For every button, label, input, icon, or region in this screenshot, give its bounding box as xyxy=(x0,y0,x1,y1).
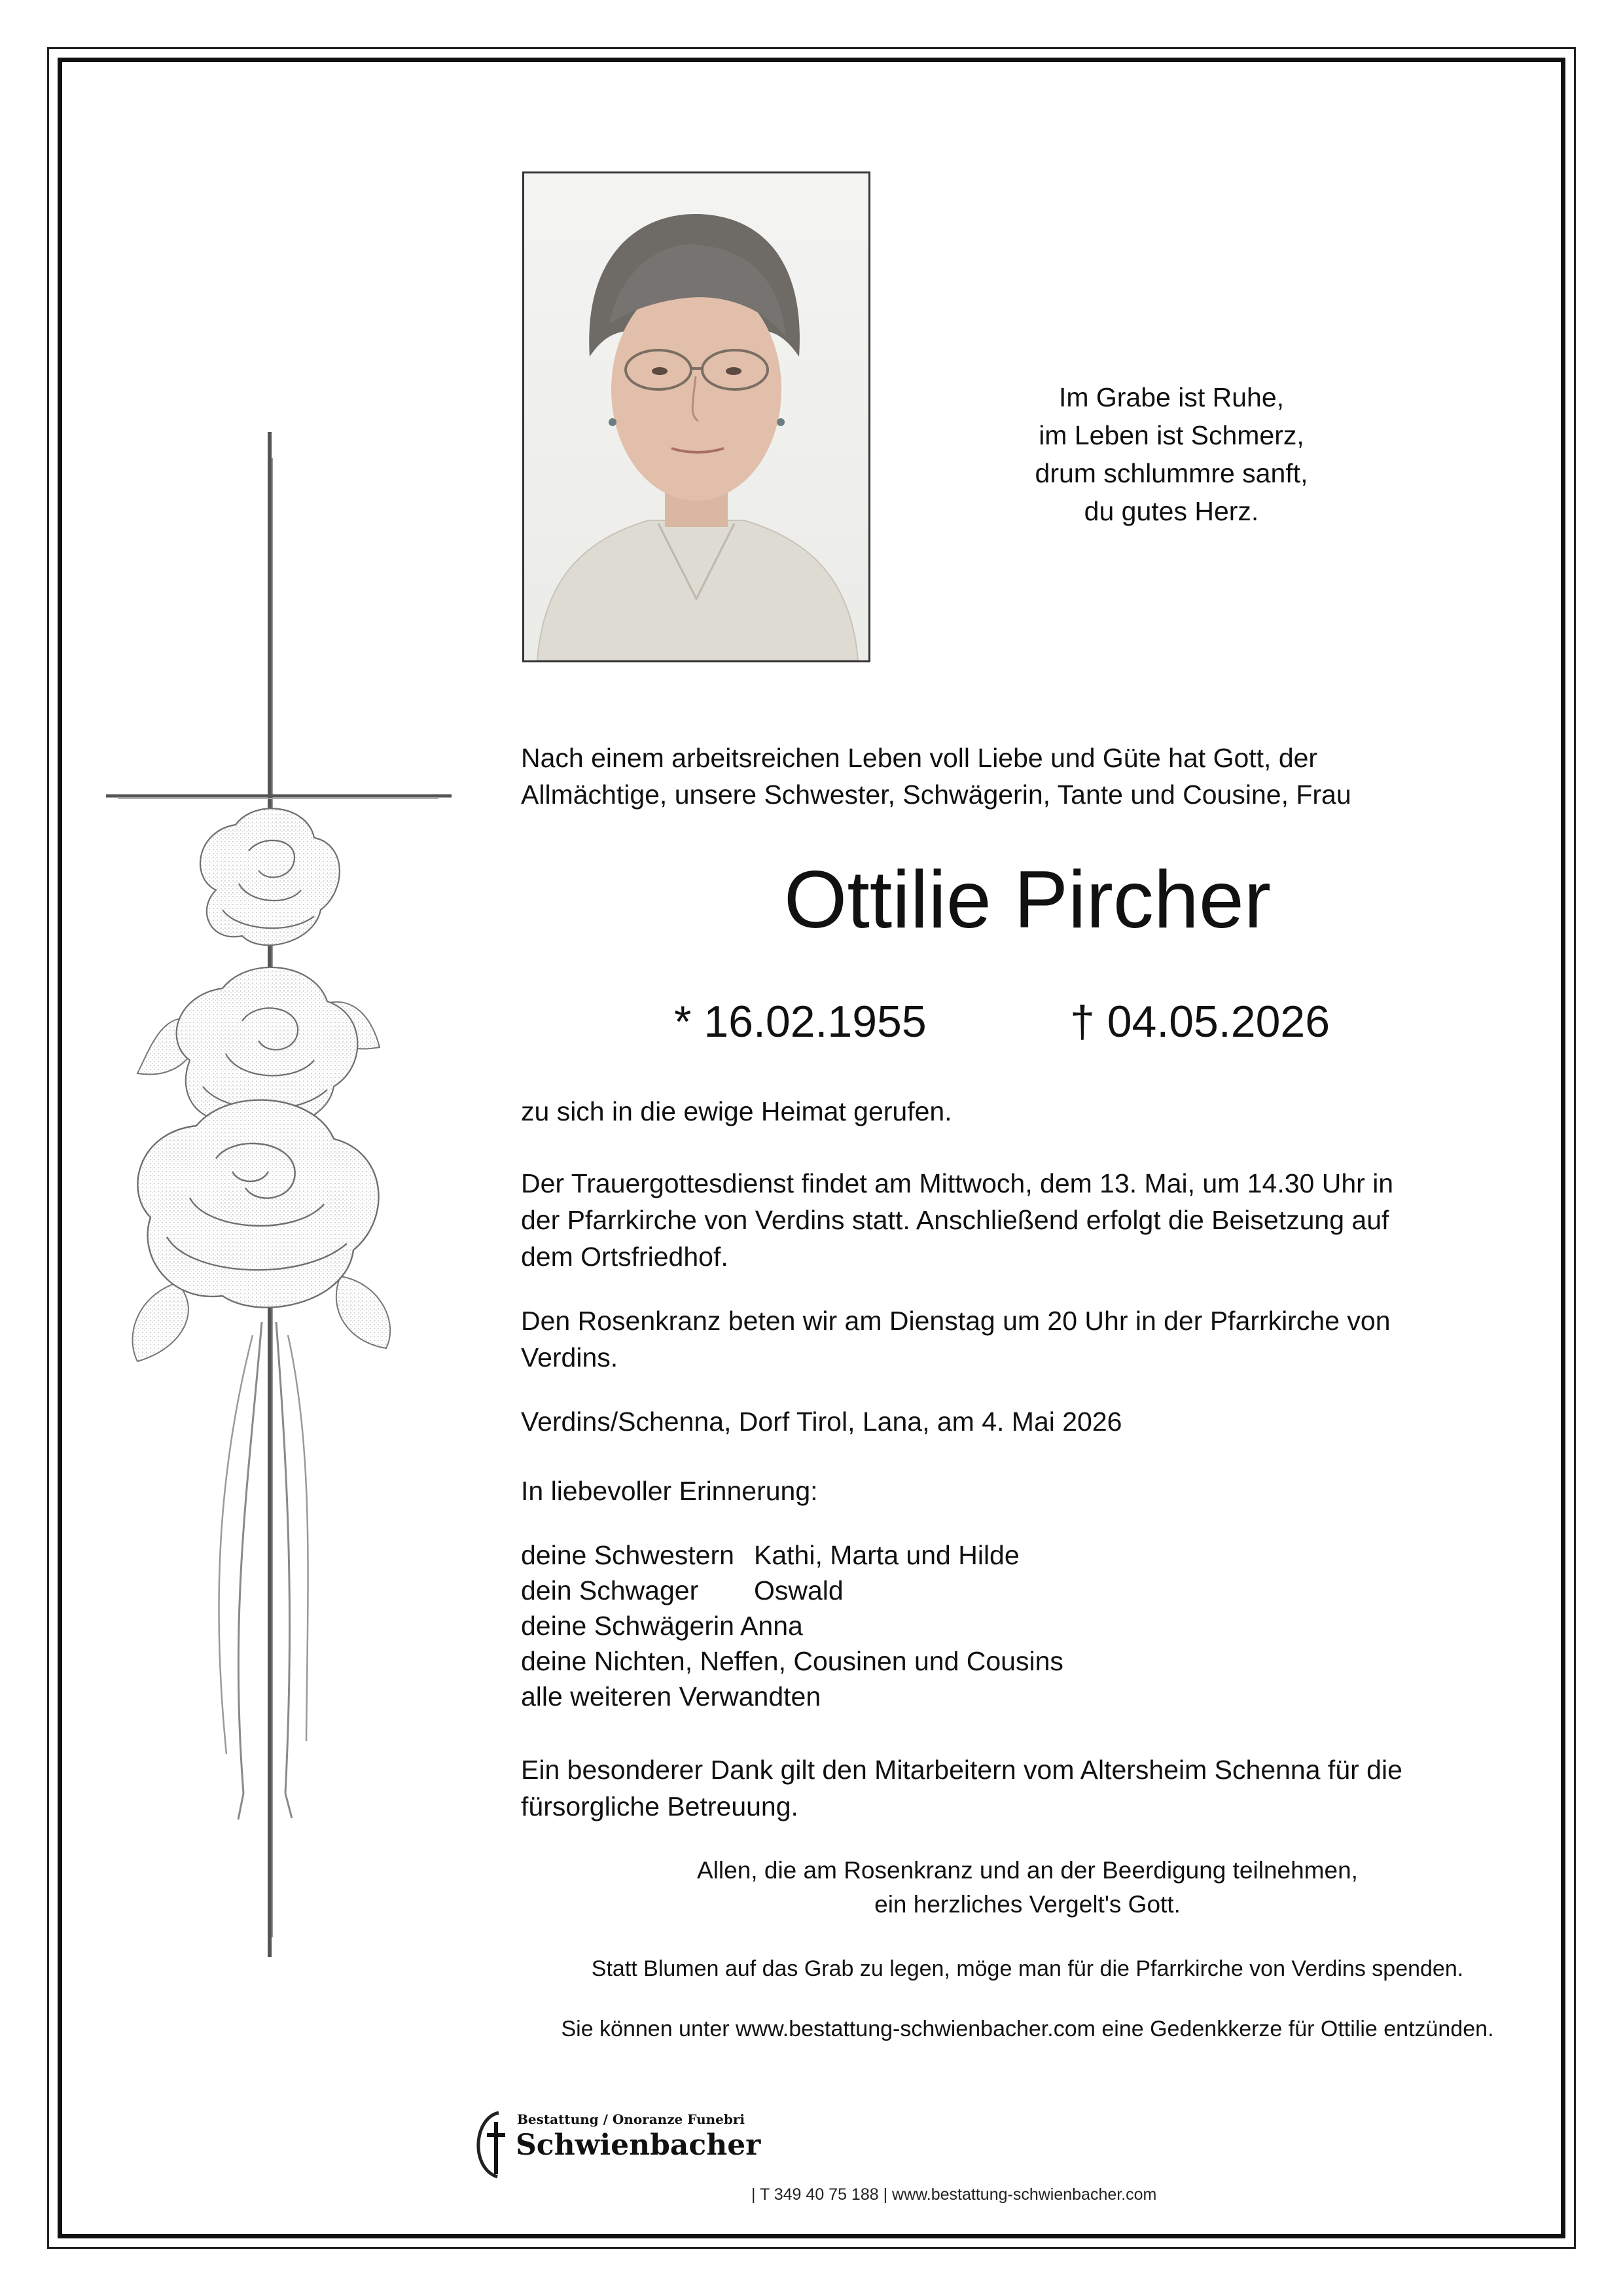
funeral-home-contact: | T 349 40 75 188 | www.bestattung-schwienbacher.com xyxy=(751,2185,1157,2204)
deceased-name: Ottilie Pircher xyxy=(783,855,1272,945)
relative-names: Kathi, Marta und Hilde xyxy=(754,1540,1020,1570)
death-date: † 04.05.2026 xyxy=(1070,997,1330,1047)
thanks-line: fürsorgliche Betreuung. xyxy=(521,1791,798,1821)
candle-note xyxy=(524,2012,1531,2046)
relative-label: deine Schwestern xyxy=(521,1540,734,1570)
vergelts-line: ein herzliches Vergelt's Gott. xyxy=(874,1891,1181,1918)
service-line: Der Trauergottesdienst findet am Mittwoch, dem 13. Mai, um 14.30 Uhr in xyxy=(521,1168,1394,1198)
place-date xyxy=(521,1403,1122,1440)
vergelts-line: Allen, die am Rosenkranz und an der Beerdigung teilnehmen, xyxy=(697,1857,1358,1884)
remembrance-heading xyxy=(521,1473,818,1509)
candle-note-line: Sie können unter www.bestattung-schwienbacher.com eine Gedenkkerze für Ottilie entzünden. xyxy=(561,2017,1494,2041)
funeral-home-subtitle: Bestattung / Onoranze Funebri xyxy=(517,2111,745,2127)
rosary-line: Den Rosenkranz beten wir am Dienstag um 20 Uhr in der Pfarrkirche von xyxy=(521,1306,1391,1336)
rosary-paragraph xyxy=(521,1302,1391,1376)
intro-paragraph xyxy=(521,740,1351,813)
portrait-photo xyxy=(522,171,870,662)
called-home-line: zu sich in die ewige Heimat gerufen. xyxy=(521,1096,952,1126)
verse-line: du gutes Herz. xyxy=(1084,496,1259,526)
relative-label: dein Schwager xyxy=(521,1575,699,1605)
cross-logo-icon xyxy=(467,2109,513,2181)
intro-line: Nach einem arbeitsreichen Leben voll Liebe und Güte hat Gott, der xyxy=(521,743,1318,773)
flowers-note xyxy=(524,1952,1531,1986)
intro-line: Allmächtige, unsere Schwester, Schwägerin, Tante und Cousine, Frau xyxy=(521,780,1351,810)
relative-label: alle weiteren Verwandten xyxy=(521,1681,821,1712)
cross-with-roses-illustration xyxy=(98,432,465,2003)
service-paragraph xyxy=(521,1165,1393,1275)
service-line: dem Ortsfriedhof. xyxy=(521,1242,728,1272)
portrait-illustration xyxy=(524,173,868,660)
flowers-note-line: Statt Blumen auf das Grab zu legen, möge man für die Pfarrkirche von Verdins spenden. xyxy=(591,1956,1464,1981)
funeral-home-name: Schwienbacher xyxy=(516,2128,761,2162)
remembrance-heading-line: In liebevoller Erinnerung: xyxy=(521,1476,818,1506)
thanks-line: Ein besonderer Dank gilt den Mitarbeitern vom Altersheim Schenna für die xyxy=(521,1755,1402,1785)
relative-label: deine Schwägerin Anna xyxy=(521,1611,803,1641)
memorial-verse xyxy=(942,378,1400,530)
verse-line: drum schlummre sanft, xyxy=(1035,458,1308,488)
relative-label: deine Nichten, Neffen, Cousinen und Cousins xyxy=(521,1646,1063,1676)
relative-names: Oswald xyxy=(754,1575,844,1605)
birth-date: * 16.02.1955 xyxy=(674,997,927,1047)
rosary-line: Verdins. xyxy=(521,1342,618,1372)
thanks-paragraph xyxy=(521,1751,1402,1825)
verse-line: im Leben ist Schmerz, xyxy=(1039,420,1304,450)
place-date-line: Verdins/Schenna, Dorf Tirol, Lana, am 4. Mai 2026 xyxy=(521,1407,1122,1437)
verse-line: Im Grabe ist Ruhe, xyxy=(1058,382,1285,412)
vergelts-gott xyxy=(524,1854,1531,1922)
called-home-text xyxy=(521,1093,952,1130)
service-line: der Pfarrkirche von Verdins statt. Anschließend erfolgt die Beisetzung auf xyxy=(521,1205,1389,1235)
